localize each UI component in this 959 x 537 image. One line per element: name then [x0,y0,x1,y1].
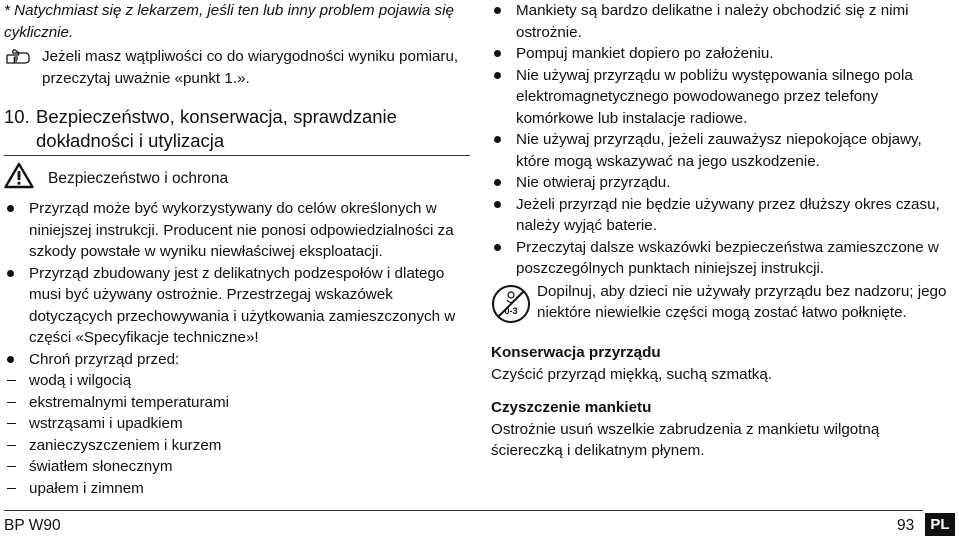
dash-mark [7,423,16,424]
subheading-row [4,164,470,194]
dash-mark [7,466,16,467]
list-item: Przyrząd zbudowany jest z delikatnych podzespołów i dlatego musi być używany ostrożnie. Przestrzegaj wskazówek dotyczących przechowywania i użytkowania zamieszczonych w części «Specyfikacje techniczne»! [4,263,470,349]
cuff-cleaning-text: Ostrożnie usuń wszelkie zabrudzenia z mankietu wilgotną ściereczką i delikatnym płynem. [491,420,880,459]
warning-icon [4,162,48,196]
bullet-dot [494,136,501,143]
list-item: Przyrząd może być wykorzystywany do celów określonych w niniejszej instrukcji. Producent nie ponosi odpowiedzialności za szkody powstałe w wyniku niewłaściwej eksploatacji. [4,198,470,263]
bullet-dot [494,244,501,251]
intro-italic: * Natychmiast się z lekarzem, jeśli ten lub inny problem pojawia się cyklicznie. [4,2,454,41]
child-warning-icon [491,281,535,331]
maintenance-text: Czyścić przyrząd miękką, suchą szmatką. [491,365,773,383]
section-title: Bezpieczeństwo, konserwacja, sprawdzanie dokładności i utylizacja [36,106,397,151]
child-warning-text: Dopilnuj, aby dzieci nie używały przyrządu bez nadzoru; jego niektóre niewielkie części mogą zostać łatwo połknięte. [537,282,947,321]
bullet-dot [494,201,501,208]
note-text: Jeżeli masz wątpliwości co do wiarygodności wyniku pomiaru, przeczytaj uważnie «punkt 1.». [42,48,459,87]
list-item: upałem i zimnem [4,478,470,500]
child-warning-row [491,281,953,331]
dash-mark [7,488,16,489]
list-item: światłem słonecznym [4,456,470,478]
footer-divider [4,510,923,511]
bullet-dot [494,50,501,57]
cuff-cleaning-title: Czyszczenie mankietu [491,399,652,416]
list-item: wodą i wilgocią [4,370,470,392]
note-row [4,46,470,89]
page-number: 93 [897,517,915,534]
list-item: wstrząsami i upadkiem [4,413,470,435]
list-item: Nie używaj przyrządu, jeżeli zauważysz niepokojące objawy, które mogą wskazywać na jego uszkodzenie. [491,129,953,172]
left-column [4,0,470,499]
bullet-dot [494,72,501,79]
bullet-dot [7,205,14,212]
list-item: Mankiety są bardzo delikatne i należy obchodzić się z nimi ostrożnie. [491,0,953,43]
dash-mark [7,445,16,446]
dash-mark [7,402,16,403]
right-column [491,0,953,462]
bullet-dot [494,7,501,14]
bullet-dot [7,270,14,277]
maintenance-title: Konserwacja przyrządu [491,344,661,361]
left-bullet-list [4,198,470,370]
subheading: Bezpieczeństwo i ochrona [48,170,229,188]
list-item: Chroń przyrząd przed: [4,349,470,371]
dash-mark [7,380,16,381]
section-heading [4,105,470,152]
protection-list [4,370,470,499]
bullet-dot [494,179,501,186]
right-bullet-list [491,0,953,280]
model-name: BP W90 [4,517,61,534]
list-item: Nie używaj przyrządu w pobliżu występowania silnego pola elektromagnetycznego powodowanego przez telefony komórkowe lub instalacje radiowe. [491,65,953,130]
age-label: 0-3 [504,305,518,316]
page-footer [0,509,959,537]
language-badge: PL [925,513,955,536]
pointing-hand-icon [4,46,32,89]
list-item: Przeczytaj dalsze wskazówki bezpieczeństwa zamieszczone w poszczególnych punktach niniejszej instrukcji. [491,237,953,280]
bullet-dot [7,356,14,363]
list-item: zanieczyszczeniem i kurzem [4,435,470,457]
section-divider [4,155,470,156]
list-item: Nie otwieraj przyrządu. [491,172,953,194]
list-item: Pompuj mankiet dopiero po założeniu. [491,43,953,65]
list-item: Jeżeli przyrząd nie będzie używany przez dłuższy okres czasu, należy wyjąć baterie. [491,194,953,237]
list-item: ekstremalnymi temperaturami [4,392,470,414]
section-number: 10. [4,106,30,127]
